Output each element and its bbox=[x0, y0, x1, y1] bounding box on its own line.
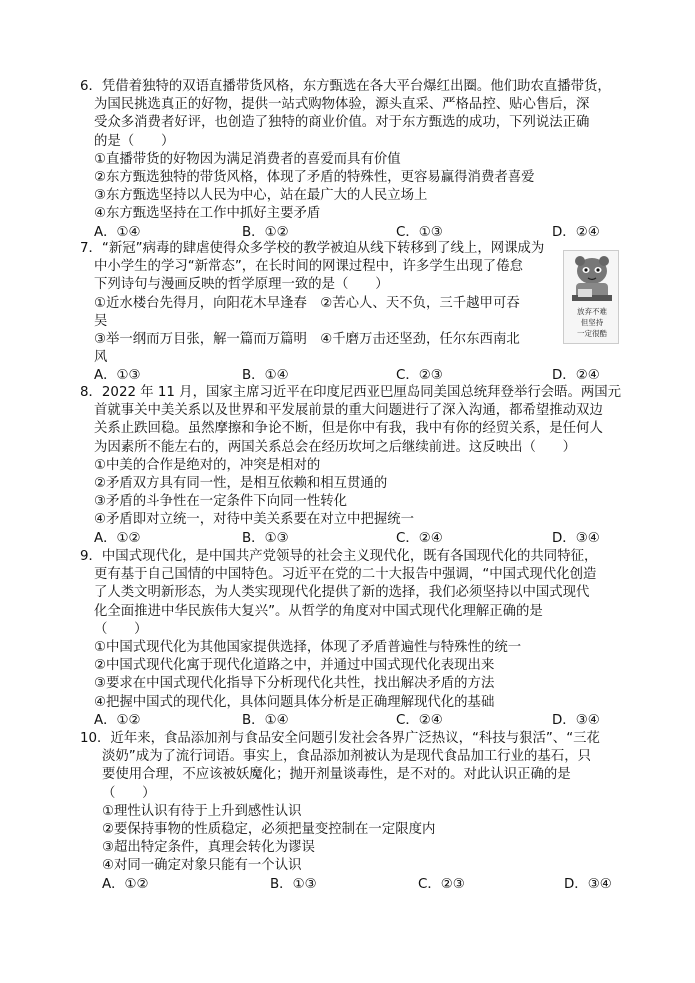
statement-item: ③要求在中国式现代化指导下分析现代化共性，找出解决矛盾的方法 bbox=[94, 676, 495, 692]
option-c[interactable]: C．②③ bbox=[396, 368, 443, 384]
option-a[interactable]: A．①② bbox=[102, 876, 149, 892]
question-text-line: 为国民挑选真正的好物，提供一站式购物体验，源头直采、严格品控、贴心售后，深 bbox=[94, 97, 590, 113]
question-text-line: 要使用合理，不应该被妖魔化；抛开剂量谈毒性，是不对的。对此认识正确的是 bbox=[102, 767, 571, 783]
statement-item: ①直播带货的好物因为满足消费者的喜爱而具有价值 bbox=[94, 151, 401, 167]
option-c[interactable]: C．①③ bbox=[396, 224, 443, 240]
statement-item: ③举一纲而万目张，解一篇而万篇明 ④千磨万击还坚劲，任尔东西南北 bbox=[94, 332, 520, 348]
question-text-line: 为因素所不能左右的，两国关系总会在经历坎坷之后继续前进。这反映出（ ） bbox=[94, 439, 577, 455]
answer-options bbox=[80, 876, 620, 894]
cartoon-caption-3: 一定很酷 bbox=[577, 329, 607, 338]
statement-item: ①中美的合作是绝对的，冲突是相对的 bbox=[94, 457, 321, 473]
statement-item: ③超出特定条件，真理会转化为谬误 bbox=[102, 840, 315, 856]
option-d[interactable]: D．③④ bbox=[552, 712, 600, 728]
statement-item: 风 bbox=[94, 350, 108, 366]
answer-options bbox=[80, 530, 620, 548]
question-text-line: 7．“新冠”病毒的肆虐使得众多学校的教学被迫从线下转移到了线上，网课成为 bbox=[80, 241, 545, 256]
statement-item: ②东方甄选独特的带货风格，体现了矛盾的特殊性，更容易赢得消费者喜爱 bbox=[94, 170, 535, 186]
option-d[interactable]: D．②④ bbox=[552, 368, 600, 384]
statement-item: ②矛盾双方具有同一性，是相互依赖和相互贯通的 bbox=[94, 476, 388, 492]
question-text-line: 下列诗句与漫画反映的哲学原理一致的是（ ） bbox=[94, 277, 389, 293]
option-b[interactable]: B．①③ bbox=[270, 876, 317, 892]
option-d[interactable]: D．③④ bbox=[564, 876, 612, 892]
question-6 bbox=[80, 78, 620, 242]
option-d[interactable]: D．②④ bbox=[552, 224, 600, 240]
statement-item: ④把握中国式的现代化，具体问题具体分析是正确理解现代化的基础 bbox=[94, 694, 495, 710]
question-text-line: 9．中国式现代化，是中国共产党领导的社会主义现代化，既有各国现代化的共同特征， bbox=[80, 549, 598, 564]
statement-item: ①理性认识有待于上升到感性认识 bbox=[102, 803, 302, 819]
option-c[interactable]: C．②④ bbox=[396, 530, 443, 546]
option-b[interactable]: B．①④ bbox=[242, 368, 289, 384]
question-text-line: 8．2022 年 11 月，国家主席习近平在印度尼西亚巴厘岛同美国总统拜登举行会晤。两国元 bbox=[80, 385, 622, 400]
option-a[interactable]: A．①② bbox=[94, 530, 141, 546]
question-text-line: 10．近年来，食品添加剂与食品安全问题引发社会各界广泛热议，“科技与狠活”、“三花 bbox=[80, 731, 600, 746]
option-c[interactable]: C．②③ bbox=[418, 876, 465, 892]
option-a[interactable]: A．①③ bbox=[94, 368, 141, 384]
answer-options bbox=[80, 712, 620, 730]
statement-item: ①近水楼台先得月，向阳花木早逢春 ②苦心人、天不负，三千越甲可吞 bbox=[94, 295, 520, 311]
statement-item: ③矛盾的斗争性在一定条件下向同一性转化 bbox=[94, 494, 348, 510]
statement-item: ③东方甄选坚持以人民为中心，站在最广大的人民立场上 bbox=[94, 188, 428, 204]
question-7 bbox=[80, 240, 620, 386]
option-a[interactable]: A．①④ bbox=[94, 224, 141, 240]
question-text-line: 的是（ ） bbox=[94, 133, 175, 149]
question-text-line: 6．凭借着独特的双语直播带货风格，东方甄选在各大平台爆红出圈。他们助农直播带货， bbox=[80, 79, 611, 94]
option-c[interactable]: C．②④ bbox=[396, 712, 443, 728]
option-a[interactable]: A．①② bbox=[94, 712, 141, 728]
statement-item: ④对同一确定对象只能有一个认识 bbox=[102, 858, 302, 874]
statement-item: ①中国式现代化为其他国家提供选择，体现了矛盾普遍性与特殊性的统一 bbox=[94, 640, 522, 656]
statement-item: ②要保持事物的性质稳定，必须把量变控制在一定限度内 bbox=[102, 822, 436, 838]
option-b[interactable]: B．①② bbox=[242, 224, 289, 240]
question-text-line: （ ） bbox=[94, 621, 148, 637]
question-text-line: （ ） bbox=[102, 785, 156, 801]
question-text-line: 更有基于自己国情的中国特色。习近平在党的二十大报告中强调，“中国式现代化创造 bbox=[94, 567, 597, 583]
question-text-line: 首就事关中美关系以及世界和平发展前景的重大问题进行了深入沟通，都希望推动双边 bbox=[94, 403, 603, 419]
cartoon-image bbox=[563, 250, 619, 344]
question-text-line: 关系止跌回稳。虽然摩擦和争论不断，但是你中有我，我中有你的经贸关系，是任何人 bbox=[94, 421, 603, 437]
question-10 bbox=[80, 730, 620, 894]
statement-item: ②中国式现代化寓于现代化道路之中，并通过中国式现代化表现出来 bbox=[94, 658, 495, 674]
statement-item: 吴 bbox=[94, 313, 108, 329]
option-d[interactable]: D．③④ bbox=[552, 530, 600, 546]
question-8 bbox=[80, 384, 620, 548]
question-text-line: 淡奶”成为了流行词语。事实上，食品添加剂被认为是现代食品加工行业的基石，只 bbox=[102, 749, 591, 765]
statement-item: ④矛盾即对立统一，对待中美关系要在对立中把握统一 bbox=[94, 512, 414, 528]
option-b[interactable]: B．①③ bbox=[242, 530, 289, 546]
answer-options bbox=[80, 367, 620, 385]
question-text-line: 了人类文明新形态，为人类实现现代化提供了新的选择，我们必须坚持以中国式现代 bbox=[94, 585, 590, 601]
statement-item: ④东方甄选坚持在工作中抓好主要矛盾 bbox=[94, 206, 321, 222]
question-9 bbox=[80, 548, 620, 730]
question-text-line: 化全面推进中华民族伟大复兴”。从哲学的角度对中国式现代化理解正确的是 bbox=[94, 603, 543, 619]
cartoon-caption-1: 放弃不难 bbox=[577, 307, 607, 316]
option-b[interactable]: B．①④ bbox=[242, 712, 289, 728]
question-text-line: 中小学生的学习“新常态”，在长时间的网课过程中，许多学生出现了倦怠 bbox=[94, 259, 523, 275]
question-text-line: 受众多消费者好评，也创造了独特的商业价值。对于东方甄选的成功，下列说法正确 bbox=[94, 115, 590, 131]
cartoon-caption-2: 但坚持 bbox=[580, 318, 604, 327]
